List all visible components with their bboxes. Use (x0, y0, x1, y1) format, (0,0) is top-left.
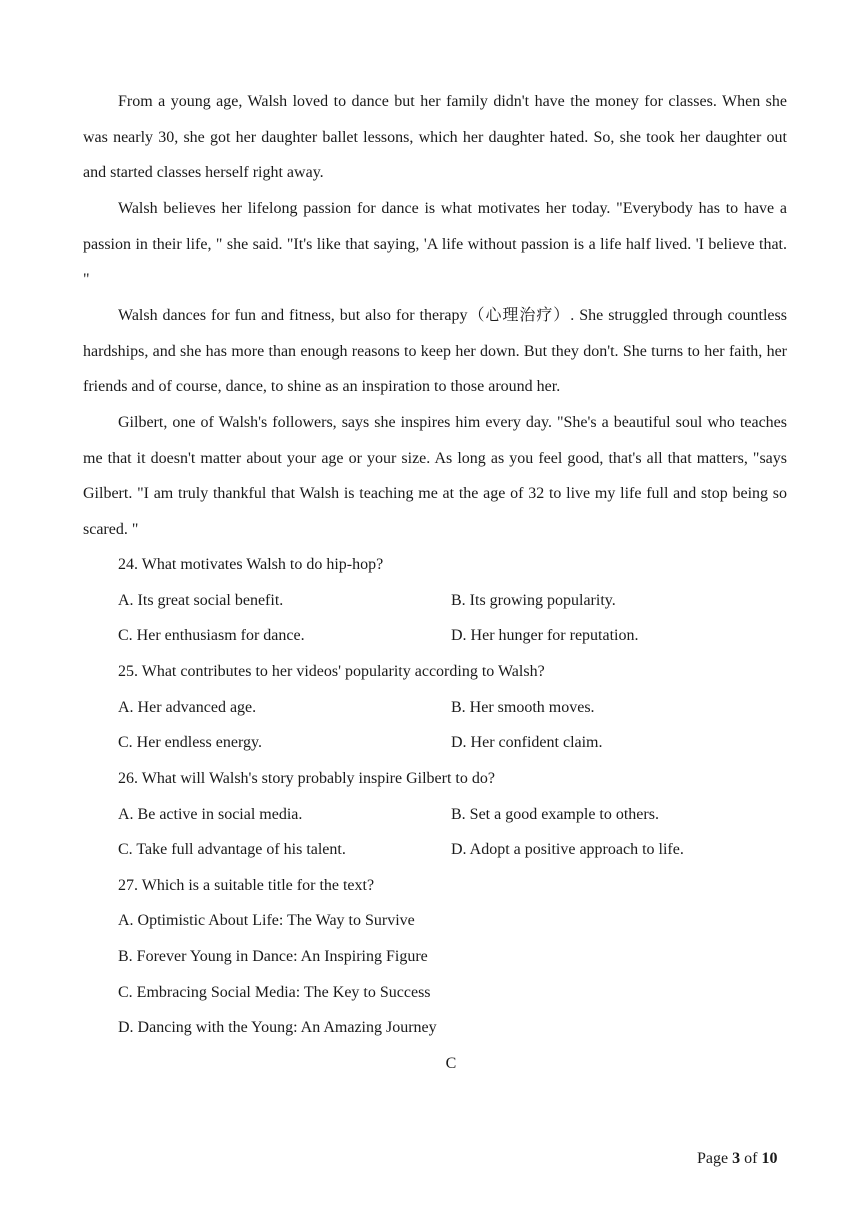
question-26-option-a: A. Be active in social media. (118, 806, 303, 823)
page-footer (697, 1149, 777, 1169)
question-24-option-c: C. Her enthusiasm for dance. (118, 627, 305, 644)
question-24-option-a: A. Its great social benefit. (118, 592, 284, 609)
question-27-stem: 27. Which is a suitable title for the text? (118, 877, 375, 894)
footer-current-page: 3 (732, 1150, 741, 1167)
question-25-option-a: A. Her advanced age. (118, 699, 257, 716)
question-24-option-d: D. Her hunger for reputation. (451, 627, 639, 644)
question-27-option-b: B. Forever Young in Dance: An Inspiring Figure (118, 948, 428, 965)
question-25-option-b: B. Her smooth moves. (451, 699, 595, 716)
question-26-option-c: C. Take full advantage of his talent. (118, 841, 346, 858)
question-24-option-b: B. Its growing popularity. (451, 592, 616, 609)
question-27-option-c: C. Embracing Social Media: The Key to Success (118, 984, 431, 1001)
section-label: C (445, 1055, 457, 1072)
footer-page-word: Page (697, 1150, 729, 1167)
question-25-stem: 25. What contributes to her videos' popularity according to Walsh? (118, 663, 545, 680)
question-26-stem: 26. What will Walsh's story probably inspire Gilbert to do? (118, 770, 495, 787)
question-26-option-b: B. Set a good example to others. (451, 806, 659, 823)
question-25-option-c: C. Her endless energy. (118, 734, 262, 751)
passage-paragraph-1: From a young age, Walsh loved to dance but her family didn't have the money for classes. When she was nearly 30, she got her daughter ballet lessons, which her daughter hated. So, she took her daughter out and started classes herself right away. (83, 93, 787, 182)
question-26-option-d: D. Adopt a positive approach to life. (451, 841, 684, 858)
question-27-option-a: A. Optimistic About Life: The Way to Survive (118, 912, 415, 929)
question-27-option-d: D. Dancing with the Young: An Amazing Journey (118, 1019, 437, 1036)
question-25-option-d: D. Her confident claim. (451, 734, 603, 751)
footer-of-word: of (744, 1150, 758, 1167)
footer-total-pages: 10 (761, 1150, 778, 1167)
passage-paragraph-3: Walsh dances for fun and fitness, but also for therapy（心理治疗）. She struggled through countless hardships, and she has more than enough reasons to keep her down. But they don't. She turns to her faith, her friends and of course, dance, to shine as an inspiration to those around her. (83, 307, 787, 396)
passage-paragraph-4: Gilbert, one of Walsh's followers, says she inspires him every day. "She's a beautiful soul who teaches me that it doesn't matter about your age or your size. As long as you feel good, that's all that matters, "says Gilbert. "I am truly thankful that Walsh is teaching me at the age of 32 to live my life full and stop being so scared. " (83, 414, 787, 538)
question-24-stem: 24. What motivates Walsh to do hip-hop? (118, 556, 384, 573)
passage-paragraph-2: Walsh believes her lifelong passion for dance is what motivates her today. "Everybody has to have a passion in their life, " she said. "It's like that saying, 'A life without passion is a life half lived. 'I believe that. " (83, 200, 787, 289)
